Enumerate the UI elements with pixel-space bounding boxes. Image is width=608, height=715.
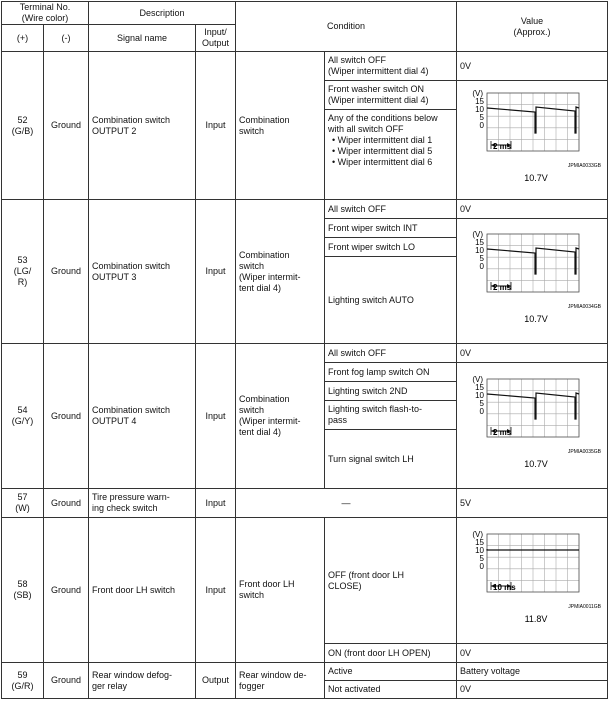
- waveform-svg: [457, 222, 607, 340]
- tick-label: 5: [479, 398, 485, 408]
- tick-label: 0: [479, 561, 485, 571]
- minus-53: Ground: [44, 200, 89, 344]
- value-cell: 0V: [457, 344, 608, 363]
- tick-label: 10: [475, 390, 485, 400]
- sub-condition: Not activated: [325, 681, 457, 699]
- description-header: Description: [89, 2, 236, 25]
- tick-label: 15: [475, 238, 485, 247]
- tick-label: 15: [475, 537, 485, 547]
- v-unit-label: (V): [472, 89, 484, 98]
- sub-condition: Any of the conditions below with all switch OFF • Wiper intermittent dial 1 • Wiper intermittent dial 5 • Wiper intermittent dial 6: [325, 110, 457, 200]
- tick-label: 5: [479, 553, 485, 563]
- sub-condition: Lighting switch 2ND: [325, 382, 457, 401]
- signal-52: Combination switch OUTPUT 2: [89, 52, 196, 200]
- tick-label: 0: [479, 406, 485, 416]
- waveform-chart: [457, 522, 607, 640]
- waveform-chart: [457, 367, 607, 485]
- terminal-53: 53 (LG/ R): [2, 200, 44, 344]
- value-cell: 0V: [457, 200, 608, 219]
- figure-code: JPMIA0011GB: [568, 603, 602, 610]
- condition-59: Rear window de- fogger: [236, 663, 325, 699]
- waveform-58: [457, 518, 608, 644]
- condition-57: —: [236, 489, 457, 518]
- sub-condition: Front wiper switch INT: [325, 219, 457, 238]
- sub-condition: Turn signal switch LH: [325, 430, 457, 489]
- figure-code: JPMIA0035GB: [567, 448, 602, 455]
- sub-condition: All switch OFF: [325, 344, 457, 363]
- time-scale-label: 2 ms: [493, 427, 512, 437]
- value-cell: 5V: [457, 489, 608, 518]
- waveform-svg: [457, 522, 607, 640]
- header-row: [2, 2, 608, 25]
- waveform-value: 10.7V: [524, 314, 548, 324]
- value-header: [457, 2, 608, 52]
- terminal-no-label: Terminal No.: [19, 2, 71, 12]
- minus-59: Ground: [44, 663, 89, 699]
- table-row: [2, 200, 608, 219]
- figure-code: JPMIA0034GB: [567, 304, 602, 310]
- signal-58: Front door LH switch: [89, 518, 196, 663]
- waveform-value: 10.7V: [524, 173, 548, 183]
- terminal-52: 52 (G/B): [2, 52, 44, 200]
- time-scale-label: 10 ms: [493, 582, 516, 592]
- tick-label: 0: [479, 121, 485, 130]
- condition-header: Condition: [236, 2, 457, 52]
- minus-52: Ground: [44, 52, 89, 200]
- sub-condition: ON (front door LH OPEN): [325, 644, 457, 663]
- value-cell: 0V: [457, 52, 608, 81]
- waveform-value: 11.8V: [524, 613, 548, 624]
- sub-condition: All switch OFF (Wiper intermittent dial 4): [325, 52, 457, 81]
- waveform-chart: [457, 222, 607, 340]
- signal-53: Combination switch OUTPUT 3: [89, 200, 196, 344]
- signal-54: Combination switch OUTPUT 4: [89, 344, 196, 489]
- table-row: [2, 663, 608, 681]
- minus-58: Ground: [44, 518, 89, 663]
- tick-label: 10: [475, 545, 485, 555]
- table-row: [2, 518, 608, 644]
- minus-54: Ground: [44, 344, 89, 489]
- time-scale-label: 2 ms: [493, 283, 512, 292]
- minus-header: (-): [44, 25, 89, 52]
- signal-name-header: Signal name: [89, 25, 196, 52]
- io-59: Output: [196, 663, 236, 699]
- value-cell: 0V: [457, 681, 608, 699]
- v-unit-label: (V): [472, 230, 484, 239]
- waveform-53: [457, 219, 608, 344]
- sub-condition: All switch OFF: [325, 200, 457, 219]
- terminal-57: 57 (W): [2, 489, 44, 518]
- condition-54: Combination switch (Wiper intermit- tent dial 4): [236, 344, 325, 489]
- v-unit-label: (V): [472, 374, 484, 384]
- signal-59: Rear window defog- ger relay: [89, 663, 196, 699]
- approx-label: (Approx.): [513, 26, 551, 37]
- tick-label: 15: [475, 97, 485, 106]
- io-52: Input: [196, 52, 236, 200]
- sub-condition: Front washer switch ON (Wiper intermittent dial 4): [325, 81, 457, 110]
- value-cell: 0V: [457, 644, 608, 663]
- terminal-table: [1, 1, 608, 699]
- table-row: [2, 489, 608, 518]
- sub-condition: Lighting switch flash-to- pass: [325, 401, 457, 430]
- io-57: Input: [196, 489, 236, 518]
- table-row: [2, 52, 608, 81]
- condition-58: Front door LH switch: [236, 518, 325, 663]
- tick-label: 5: [479, 254, 485, 263]
- wire-color-label: (Wire color): [21, 13, 69, 23]
- io-58: Input: [196, 518, 236, 663]
- waveform-svg: [457, 367, 607, 485]
- terminal-no-header: [2, 2, 89, 25]
- waveform-54: [457, 363, 608, 489]
- value-cell: Battery voltage: [457, 663, 608, 681]
- sub-condition: OFF (front door LH CLOSE): [325, 518, 457, 644]
- sub-condition: Active: [325, 663, 457, 681]
- v-unit-label: (V): [472, 529, 484, 539]
- terminal-54: 54 (G/Y): [2, 344, 44, 489]
- tick-label: 10: [475, 105, 485, 114]
- tick-label: 15: [475, 382, 485, 392]
- sub-condition: Lighting switch AUTO: [325, 257, 457, 344]
- waveform-52: [457, 81, 608, 200]
- value-label: Value: [520, 15, 544, 26]
- io-54: Input: [196, 344, 236, 489]
- minus-57: Ground: [44, 489, 89, 518]
- tick-label: 10: [475, 246, 485, 255]
- table-row: [2, 344, 608, 363]
- sub-condition: Front fog lamp switch ON: [325, 363, 457, 382]
- tick-label: 0: [479, 262, 485, 271]
- figure-code: JPMIA0033GB: [567, 163, 602, 169]
- terminal-58: 58 (SB): [2, 518, 44, 663]
- signal-57: Tire pressure warn- ing check switch: [89, 489, 196, 518]
- waveform-value: 10.7V: [524, 458, 548, 469]
- waveform-chart: [457, 81, 607, 199]
- condition-53: Combination switch (Wiper intermit- tent dial 4): [236, 200, 325, 344]
- io-53: Input: [196, 200, 236, 344]
- tick-label: 5: [479, 113, 485, 122]
- condition-52: Combination switch: [236, 52, 325, 200]
- list-item: • Wiper intermittent dial 6: [332, 157, 453, 168]
- plus-header: (+): [2, 25, 44, 52]
- terminal-59: 59 (G/R): [2, 663, 44, 699]
- list-item: • Wiper intermittent dial 1: [332, 135, 453, 146]
- time-scale-label: 2 ms: [493, 142, 512, 151]
- waveform-svg: [457, 81, 607, 199]
- io-header: Input/ Output: [196, 25, 236, 52]
- sub-condition: Front wiper switch LO: [325, 238, 457, 257]
- list-item: • Wiper intermittent dial 5: [332, 146, 453, 157]
